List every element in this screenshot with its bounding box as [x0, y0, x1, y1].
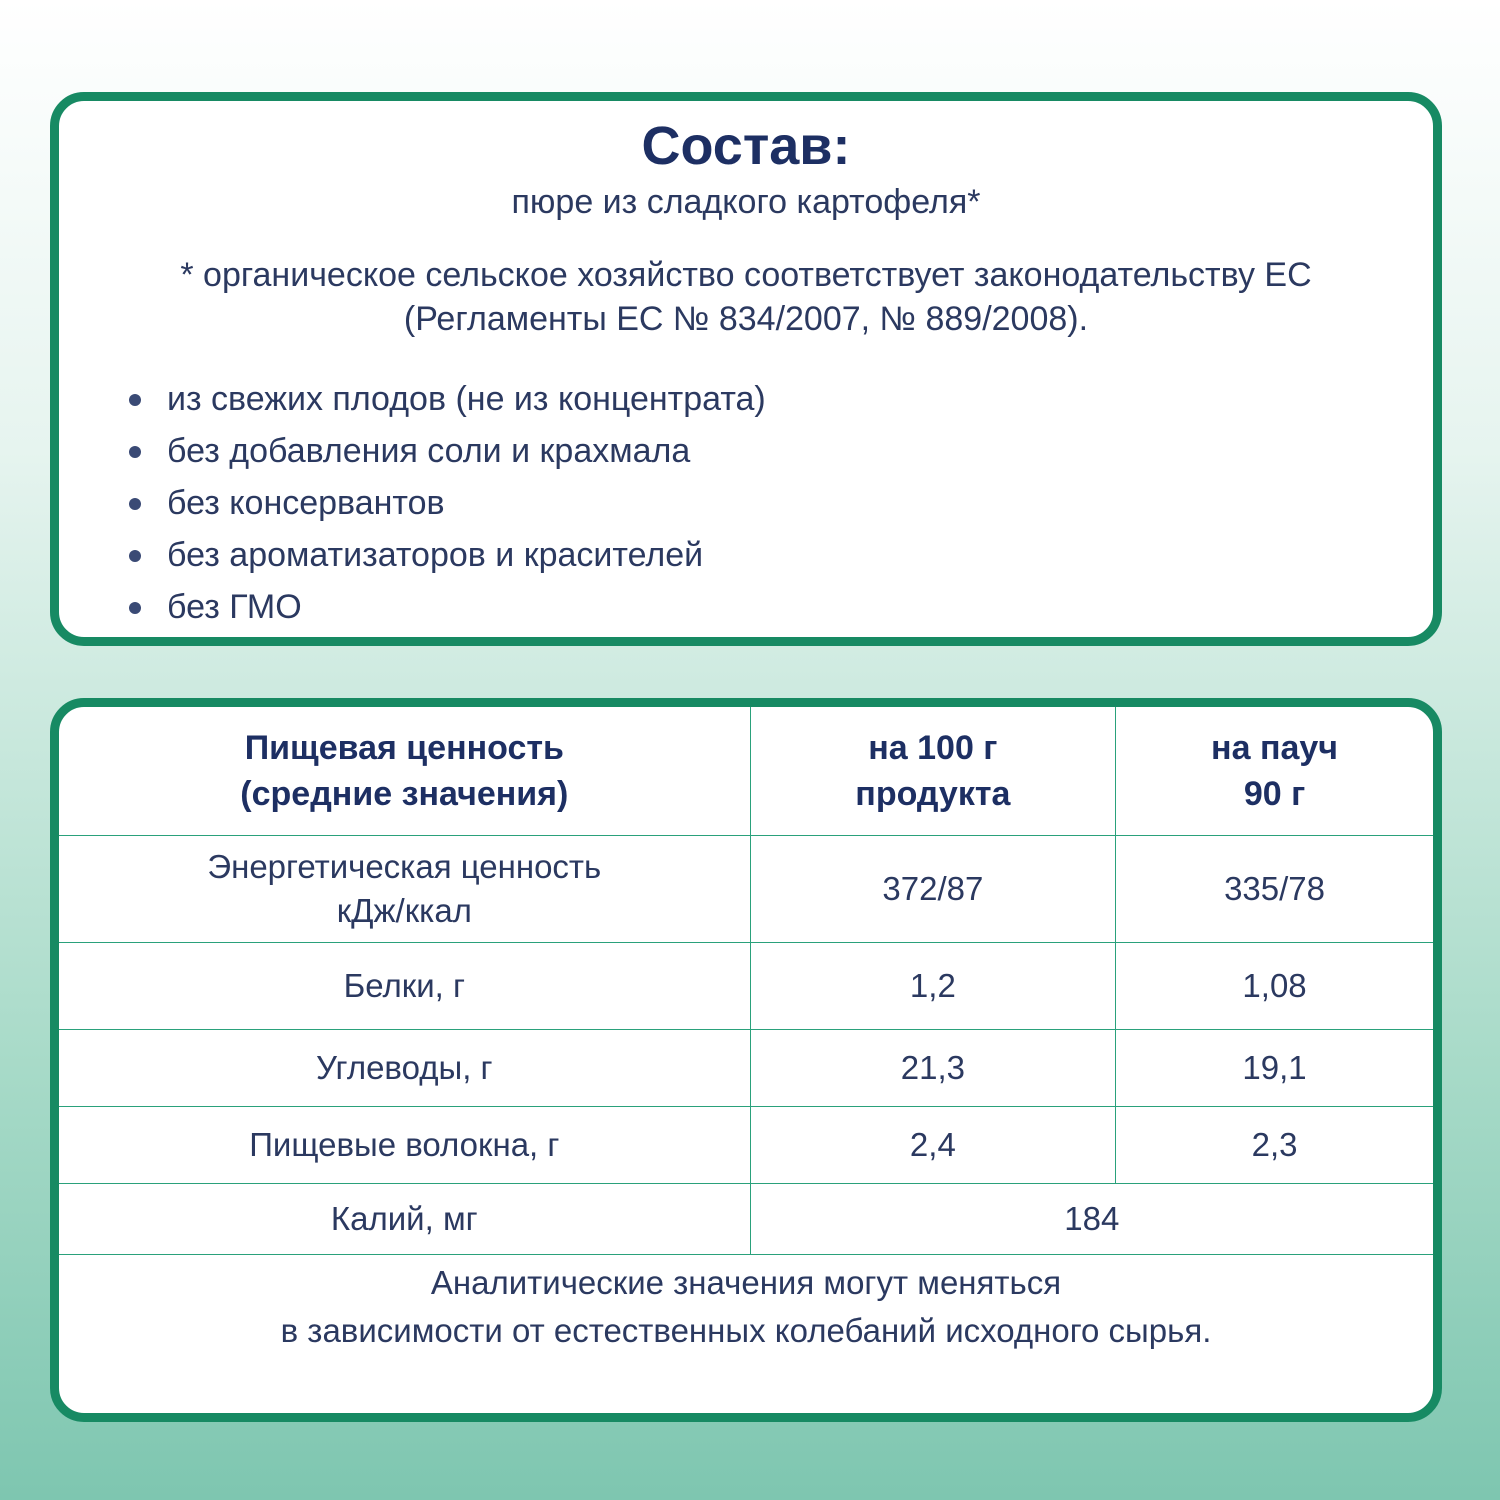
list-item: [129, 581, 766, 633]
cell-per-pouch: 2,3: [1116, 1107, 1433, 1184]
cell-per100: 1,2: [750, 943, 1115, 1030]
ingredients-text: пюре из сладкого картофеля*: [511, 183, 981, 221]
bullet-icon: [129, 602, 141, 614]
bullet-icon: [129, 550, 141, 562]
row-label: Пищевые волокна, г: [59, 1107, 750, 1184]
organic-note-line1: * органическое сельское хозяйство соответствует законодательству ЕС: [180, 256, 1312, 294]
cell-per-pouch: 19,1: [1116, 1030, 1433, 1107]
nutrition-card: [50, 698, 1442, 1422]
cell-per100: 21,3: [750, 1030, 1115, 1107]
table-row: [59, 1184, 1433, 1255]
cell-per-pouch: 335/78: [1116, 836, 1433, 943]
cell-per100: 2,4: [750, 1107, 1115, 1184]
footnote-line1: Аналитические значения могут меняться: [430, 1264, 1062, 1301]
feature-text: без консервантов: [167, 484, 445, 522]
table-row: [59, 1107, 1433, 1184]
bullet-icon: [129, 498, 141, 510]
row-label: Калий, мг: [59, 1184, 750, 1255]
cell-merged-value: 184: [750, 1184, 1433, 1255]
table-row: [59, 943, 1433, 1030]
row-label: Белки, г: [59, 943, 750, 1030]
cell-per-pouch: 1,08: [1116, 943, 1433, 1030]
list-item: [129, 425, 766, 477]
feature-text: из свежих плодов (не из концентрата): [167, 380, 766, 418]
row-label: Углеводы, г: [59, 1030, 750, 1107]
features-list: [129, 373, 766, 633]
feature-text: без добавления соли и крахмала: [167, 432, 691, 470]
list-item: [129, 373, 766, 425]
organic-note: [119, 253, 1373, 341]
nutrition-table: [59, 707, 1433, 1255]
header-per-100g: на 100 г продукта: [750, 707, 1115, 836]
feature-text: без ароматизаторов и красителей: [167, 536, 704, 574]
bullet-icon: [129, 394, 141, 406]
table-row: [59, 836, 1433, 943]
composition-card: [50, 92, 1442, 646]
organic-note-line2: (Регламенты ЕС № 834/2007, № 889/2008).: [403, 300, 1089, 338]
table-header-row: [59, 707, 1433, 836]
analytical-footnote: [59, 1259, 1433, 1355]
list-item: [129, 477, 766, 529]
list-item: [129, 529, 766, 581]
bullet-icon: [129, 446, 141, 458]
composition-title: Состав:: [641, 116, 851, 176]
row-label: Энергетическая ценность кДж/ккал: [59, 836, 750, 943]
cell-per100: 372/87: [750, 836, 1115, 943]
header-nutrition-value: Пищевая ценность (средние значения): [59, 707, 750, 836]
table-row: [59, 1030, 1433, 1107]
header-per-pouch: на пауч 90 г: [1116, 707, 1433, 836]
footnote-line2: в зависимости от естественных колебаний исходного сырья.: [280, 1312, 1212, 1349]
feature-text: без ГМО: [167, 588, 302, 626]
